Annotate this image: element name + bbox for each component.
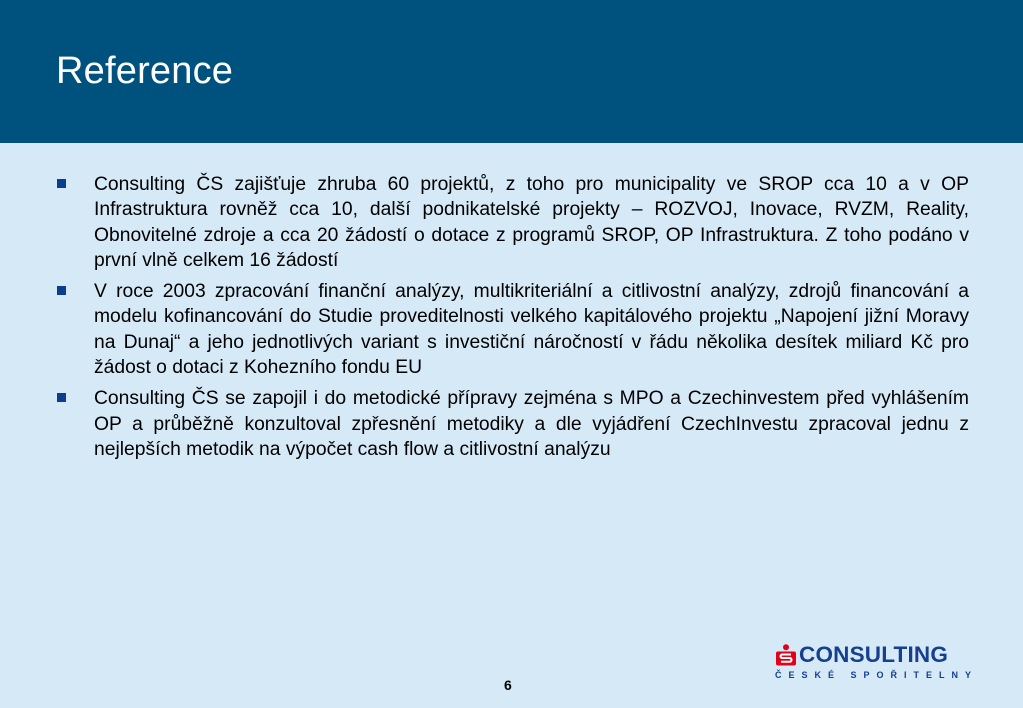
- logo-subtitle: ČESKÉ SPOŘITELNY: [775, 670, 979, 680]
- list-item-text: Consulting ČS se zapojil i do metodické přípravy zejména s MPO a Czechinvestem před vyhlášením OP a průběžně konzultoval zpřesnění metodiky a dle vyjádření CzechInvestu zpracoval jednu z nejlepších metodik na výpočet cash flow a citlivostní analýzu: [94, 388, 969, 460]
- square-bullet-icon: [57, 393, 66, 402]
- logo-wordmark: CONSULTING: [799, 642, 949, 667]
- list-item-text: Consulting ČS zajišťuje zhruba 60 projektů, z toho pro municipality ve SROP cca 10 a v OP Infrastruktura rovněž cca 10, další podnikatelské projekty – ROZVOJ, Inovace, RVZM, Reality, Obnovitelné zdroje a cca 20 žádostí o dotace z programů SROP, OP Infrastruktura. Z toho podáno v první vlně celkem 16 žádostí: [94, 174, 969, 271]
- list-item: [57, 172, 969, 273]
- square-bullet-icon: [57, 286, 66, 295]
- list-item: [57, 279, 969, 380]
- ceska-sporitelna-s-icon: [775, 644, 797, 666]
- header-bar: [0, 0, 1023, 143]
- page-number: 6: [504, 677, 512, 693]
- square-bullet-icon: [57, 179, 66, 188]
- list-item-text: V roce 2003 zpracování finanční analýzy, multikriteriální a citlivostní analýzy, zdrojů financování a modelu kofinancování do Studie proveditelnosti velkého kapitálového projektu „Napojení jižní Moravy na Dunaj“ a jeho jednotlivých variant s investiční náročností v řádu několika desítek miliard Kč pro žádost o dotaci z Kohezního fondu EU: [94, 281, 969, 379]
- list-item: [57, 386, 969, 462]
- bullet-list: [57, 172, 969, 468]
- page-title: Reference: [56, 50, 234, 92]
- consulting-logo: [775, 642, 979, 682]
